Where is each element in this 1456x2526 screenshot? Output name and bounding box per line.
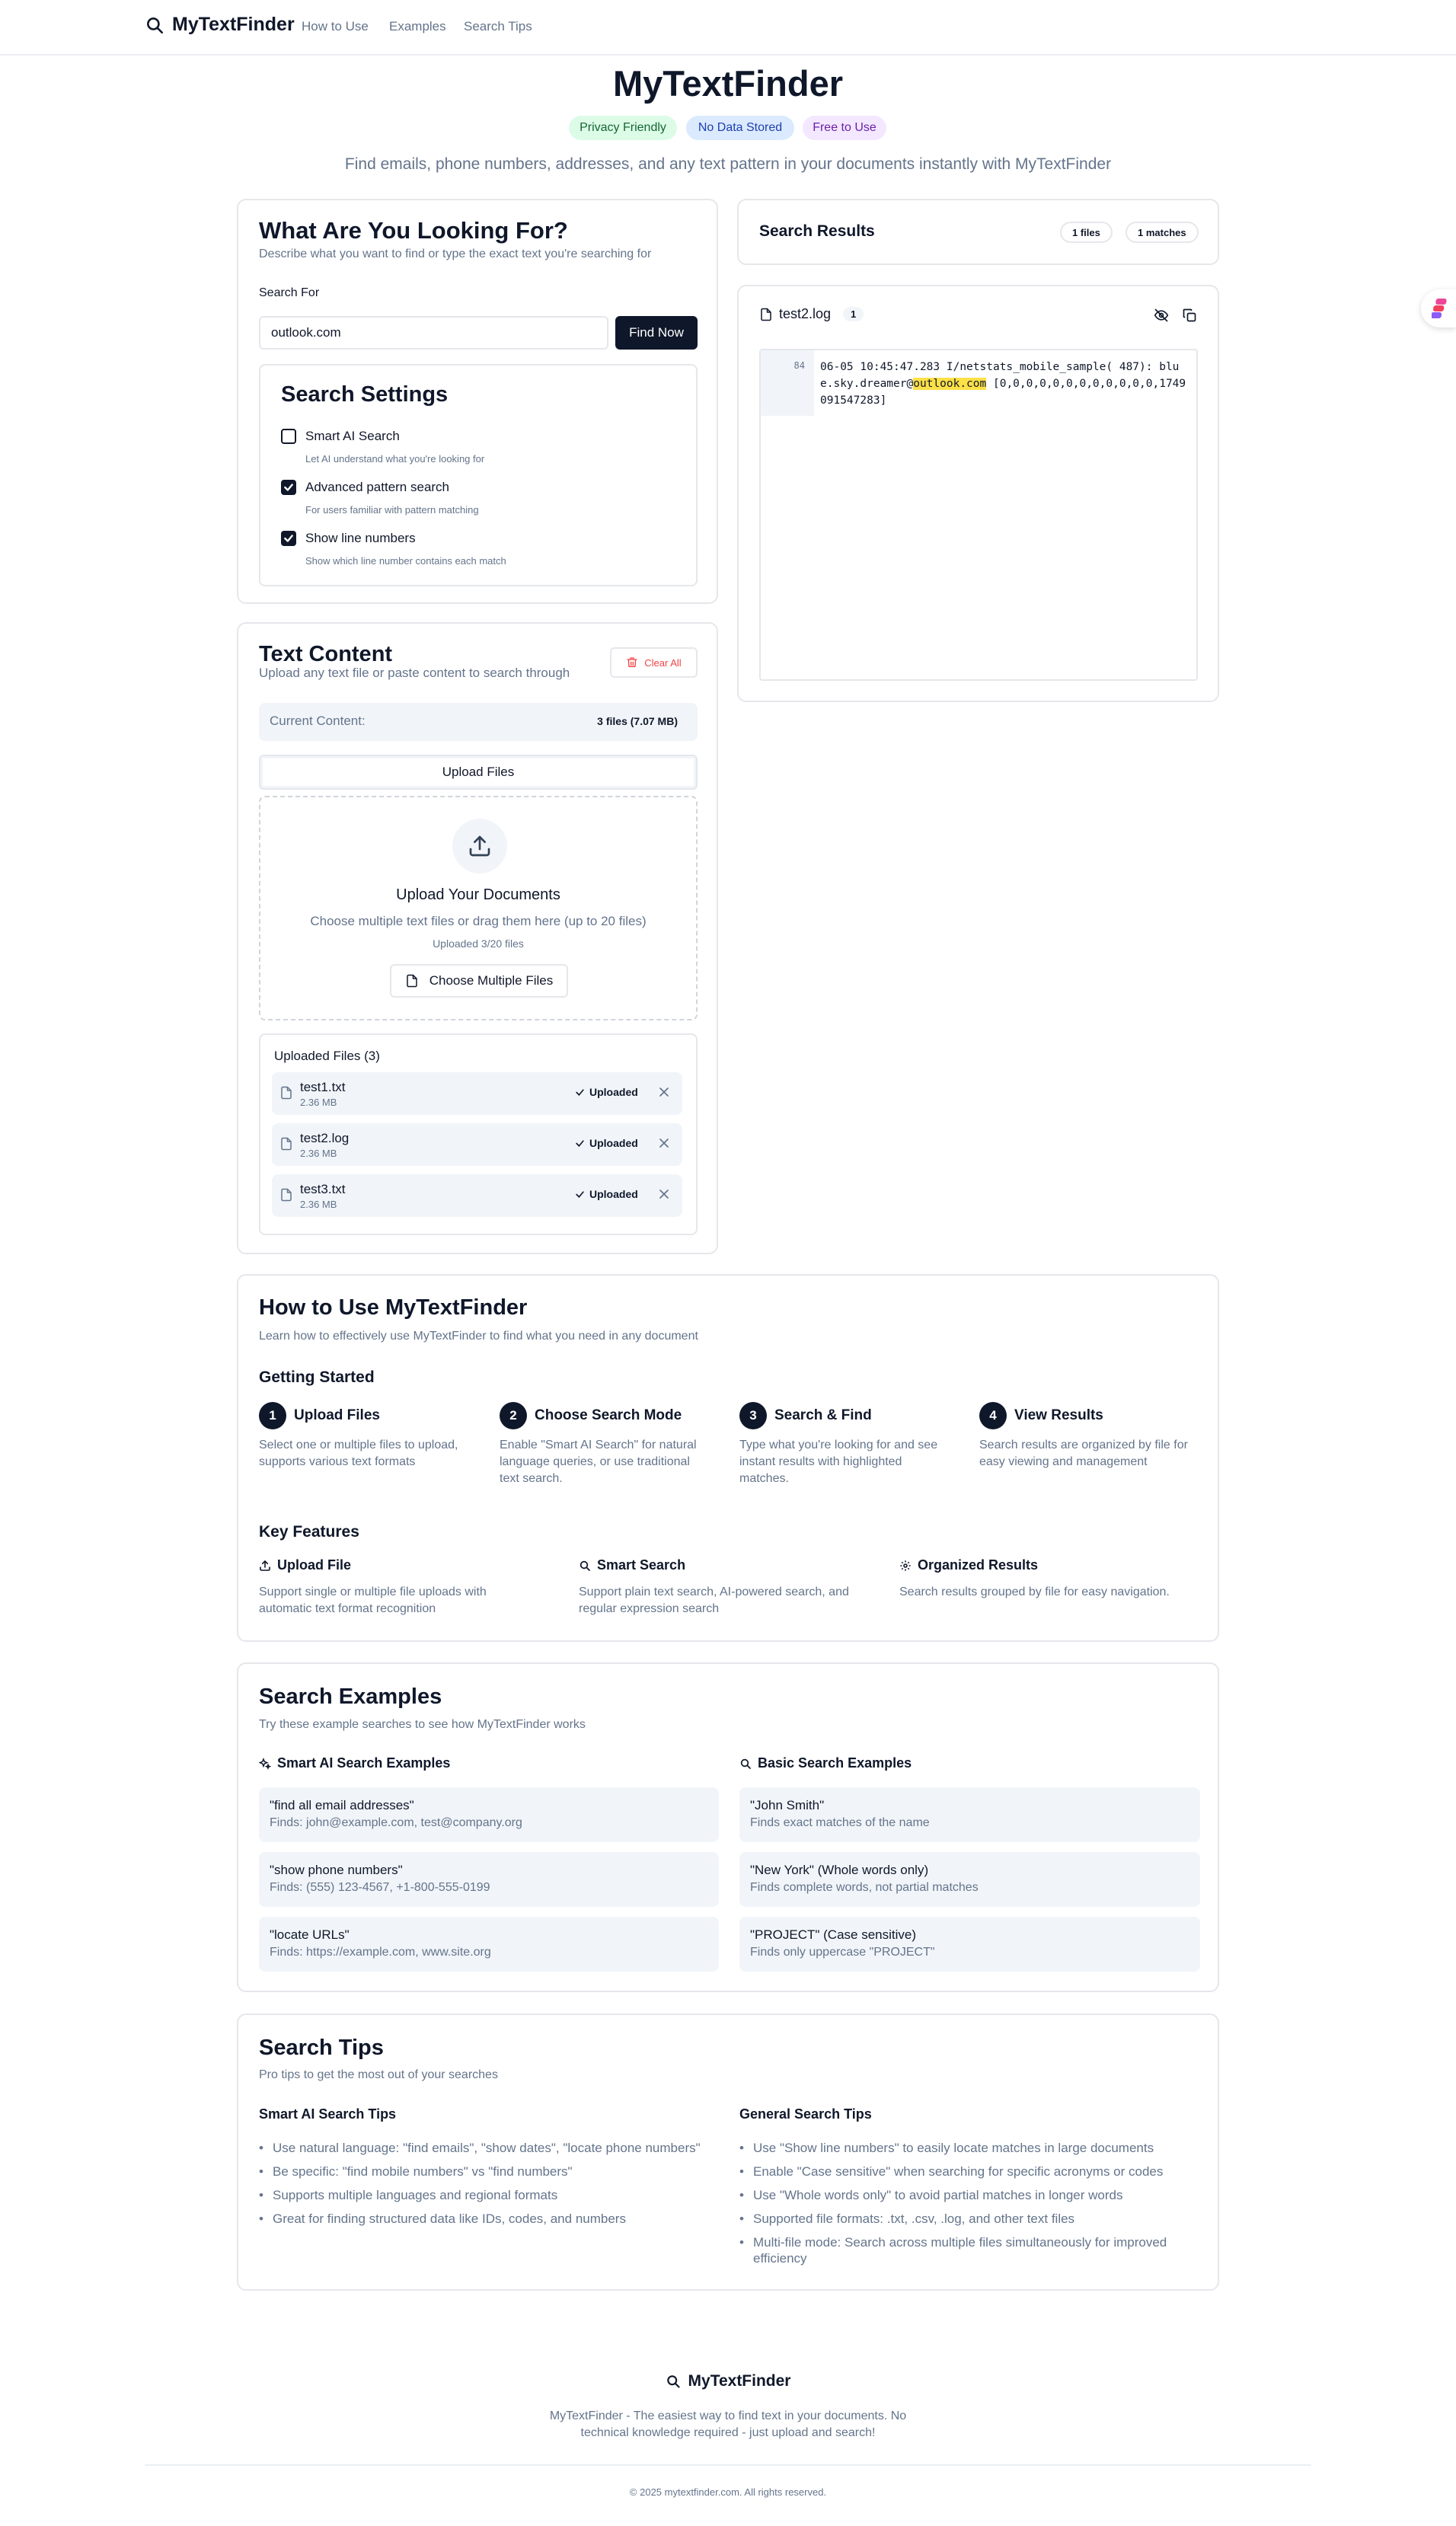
ai-tips-title: Smart AI Search Tips [259,2106,397,2122]
line-text-after: [0,0,0,0,0,0,0,0,0,0,0,0,1749091547283] [820,378,1186,407]
result-file-name: test2.log [779,306,832,321]
match-line [820,359,1189,409]
nav-link-examples[interactable]: Examples [389,19,446,34]
general-tips-list [739,2140,1200,2274]
tip-item: • Use natural language: "find emails", "show dates", "locate phone numbers" [259,2140,716,2156]
tip-item: • Great for finding structured data like IDs, codes, and numbers [259,2211,716,2227]
example-result: Finds exact matches of the name [750,1816,930,1829]
uploaded-files-title: Uploaded Files (3) [274,1049,380,1063]
basic-example[interactable] [739,1917,1200,1972]
remove-file-close-icon[interactable] [656,1186,672,1202]
example-query: "PROJECT" (Case sensitive) [750,1927,917,1942]
file-size: 2.36 MB [300,1097,337,1108]
tip-item: • Be specific: "find mobile numbers" vs "find numbers" [259,2164,716,2180]
tip-item: • Enable "Case sensitive" when searching for specific acronyms or codes [739,2164,1200,2180]
file-name: test2.log [300,1131,350,1145]
file-icon [279,1187,293,1202]
option-label: Show line numbers [305,531,416,545]
uploaded-file-row [272,1123,682,1166]
uploaded-file-row [272,1174,682,1217]
upload-icon [259,1560,271,1572]
file-size: 2.36 MB [300,1148,337,1159]
choose-button-label: Choose Multiple Files [429,973,554,988]
examples-description: Try these example searches to see how MyTextFinder works [259,1718,586,1731]
files-count-badge: 1 files [1060,222,1113,243]
basic-examples-heading [739,1755,912,1771]
tips-title: Search Tips [259,2036,384,2060]
hero-subtitle: Find emails, phone numbers, addresses, and any text pattern in your documents instantly with MyTextFinder [344,155,1112,173]
widget-logo-icon [1432,299,1450,318]
example-query: "locate URLs" [270,1927,350,1942]
text-content-description: Upload any text file or paste content to search through [259,666,570,680]
uploaded-file-row [272,1072,682,1115]
search-settings-title: Search Settings [281,382,449,407]
option-hint: Let AI understand what you're looking for [305,453,485,465]
example-query: "find all email addresses" [270,1798,414,1812]
sparkles-icon [259,1758,271,1770]
tip-item: • Use "Whole words only" to avoid partial matches in longer words [739,2187,1200,2203]
ai-tips-list [259,2140,716,2234]
step-description: Enable "Smart AI Search" for natural language queries, or use traditional text search. [500,1439,697,1485]
option-label: Advanced pattern search [305,480,450,494]
badge-no-data-stored: No Data Stored [686,116,794,140]
feature-title: Organized Results [918,1557,1039,1573]
feature-organized-results [899,1557,1204,1601]
how-to-use-section [237,1274,1219,1642]
step-title: Choose Search Mode [535,1407,682,1423]
option-label: Smart AI Search [305,429,400,443]
checkbox-smart-ai[interactable] [281,429,296,444]
dropzone-description: Choose multiple text files or drag them here (up to 20 files) [310,914,647,928]
step-number: 2 [500,1402,527,1429]
check-icon [575,1190,585,1199]
upload-dropzone[interactable] [259,796,698,1020]
result-code-view [759,349,1198,681]
search-results-header [737,199,1219,265]
gear-icon [899,1560,912,1572]
example-result: Finds: https://example.com, www.site.org [270,1946,491,1959]
file-name: test3.txt [300,1182,346,1196]
search-icon [145,15,164,35]
basic-examples-title: Basic Search Examples [758,1755,912,1771]
step-description: Search results are organized by file for easy viewing and management [979,1439,1188,1468]
file-icon [279,1085,293,1100]
check-icon [575,1087,585,1097]
example-result: Finds complete words, not partial matches [750,1881,979,1894]
feature-smart-search [579,1557,883,1617]
examples-title: Search Examples [259,1685,442,1709]
file-status [575,1137,638,1149]
option-smart-ai-search[interactable] [281,429,400,444]
example-result: Finds: (555) 123-4567, +1-800-555-0199 [270,1881,490,1894]
dropzone-title: Upload Your Documents [396,886,560,903]
line-number: 84 [793,360,805,371]
line-number-gutter [761,350,814,416]
footer-copyright: © 2025 mytextfinder.com. All rights reserved. [629,2486,827,2498]
current-content-label: Current Content: [270,714,366,728]
page-title: MyTextFinder [612,63,844,104]
clear-all-label: Clear All [644,656,682,669]
step-title: View Results [1014,1407,1103,1423]
eye-off-icon[interactable] [1154,308,1169,323]
how-to-description: Learn how to effectively use MyTextFinder to find what you need in any document [259,1330,698,1343]
checkbox-line-numbers[interactable] [281,531,296,546]
trash-icon [626,656,638,669]
feature-description: Support single or multiple file uploads with automatic text format recognition [259,1586,487,1615]
getting-started-title: Getting Started [259,1368,375,1386]
basic-example[interactable] [739,1787,1200,1842]
current-content-bar [259,703,698,741]
step-number: 1 [259,1402,286,1429]
tip-item: • Use "Show line numbers" to easily locate matches in large documents [739,2140,1200,2156]
file-icon [759,307,773,322]
example-query: "New York" (Whole words only) [750,1863,929,1877]
step-description: Type what you're looking for and see instant results with highlighted matches. [739,1439,938,1485]
step-description: Select one or multiple files to upload, supports various text formats [259,1439,458,1468]
nav-brand-text: MyTextFinder [172,14,295,35]
ai-examples-heading [259,1755,450,1771]
search-examples-section [237,1662,1219,1992]
find-now-button[interactable]: Find Now [615,316,698,350]
step-2 [500,1402,720,1487]
footer-brand [0,2372,1456,2390]
search-input[interactable] [259,316,608,350]
option-hint: Show which line number contains each match [305,555,506,567]
search-card [237,199,718,604]
line-text-before: 06-05 10:45:47.283 I/netstats_mobile_sample( 487): blue.sky.dreamer@ [820,361,1180,390]
matches-count-badge: 1 matches [1126,222,1199,243]
file-status-label: Uploaded [589,1137,638,1149]
nav-link-search-tips[interactable]: Search Tips [464,19,532,34]
how-to-title: How to Use MyTextFinder [259,1295,528,1320]
footer-tagline: MyTextFinder - The easiest way to find text in your documents. No technical knowledge required - just upload and search! [549,2409,907,2439]
ai-examples-title: Smart AI Search Examples [277,1755,451,1771]
ai-example[interactable] [259,1852,719,1907]
match-highlight: outlook.com [913,378,987,390]
option-show-line-numbers[interactable] [281,531,416,546]
checkbox-advanced-pattern[interactable] [281,480,296,495]
file-size: 2.36 MB [300,1199,337,1210]
top-nav [0,0,1456,56]
example-query: "show phone numbers" [270,1863,403,1877]
footer-brand-text: MyTextFinder [688,2372,791,2390]
remove-file-close-icon[interactable] [656,1135,672,1151]
search-card-description: Describe what you want to find or type the exact text you're searching for [259,247,652,260]
search-tips-section [237,2013,1219,2291]
search-icon [739,1758,752,1770]
badge-privacy-friendly: Privacy Friendly [569,116,677,140]
basic-example[interactable] [739,1852,1200,1907]
file-status-label: Uploaded [589,1188,638,1200]
key-features-title: Key Features [259,1523,359,1541]
nav-link-how-to-use[interactable]: How to Use [302,19,369,34]
tip-item: • Supported file formats: .txt, .csv, .log, and other text files [739,2211,1200,2227]
floating-widget[interactable] [1421,289,1456,327]
feature-upload-file [259,1557,564,1617]
footer-divider [145,2464,1311,2466]
file-name: test1.txt [300,1080,346,1094]
file-status [575,1086,638,1098]
tab-upload-files[interactable]: Upload Files [259,755,698,790]
feature-description: Search results grouped by file for easy navigation. [899,1586,1170,1598]
choose-multiple-files-button[interactable] [390,964,568,998]
step-number: 4 [979,1402,1007,1429]
step-title: Upload Files [294,1407,380,1423]
remove-file-close-icon[interactable] [656,1084,672,1100]
step-3 [739,1402,960,1487]
result-file-card [737,285,1219,702]
check-icon [575,1138,585,1148]
feature-title: Upload File [277,1557,352,1573]
file-status [575,1188,638,1200]
clear-all-button[interactable] [610,647,698,678]
ai-example[interactable] [259,1787,719,1842]
file-status-label: Uploaded [589,1086,638,1098]
file-icon [279,1136,293,1151]
result-file-header [759,306,864,322]
badge-free-to-use: Free to Use [803,116,886,140]
current-content-value: 3 files (7.07 MB) [597,715,678,727]
dropzone-count: Uploaded 3/20 files [433,937,524,950]
option-advanced-pattern[interactable] [281,480,449,495]
example-query: "John Smith" [750,1798,825,1812]
step-4 [979,1402,1200,1471]
nav-brand[interactable] [145,14,295,36]
search-icon [666,2374,681,2389]
general-tips-title: General Search Tips [739,2106,872,2122]
example-result: Finds only uppercase "PROJECT" [750,1946,935,1959]
example-result: Finds: john@example.com, test@company.org [270,1816,522,1829]
result-file-match-count: 1 [843,307,864,321]
option-hint: For users familiar with pattern matching [305,504,479,516]
tip-item: • Supports multiple languages and regional formats [259,2187,716,2203]
step-number: 3 [739,1402,767,1429]
search-icon [579,1560,591,1572]
copy-icon[interactable] [1182,308,1197,323]
file-icon [405,974,419,988]
step-1 [259,1402,480,1471]
tip-item: • Multi-file mode: Search across multiple files simultaneously for improved efficiency [739,2234,1200,2266]
search-card-title: What Are You Looking For? [259,217,568,244]
feature-title: Smart Search [597,1557,686,1573]
search-settings-panel [259,364,698,586]
upload-icon [452,819,507,873]
feature-description: Support plain text search, AI-powered search, and regular expression search [579,1586,849,1615]
ai-example[interactable] [259,1917,719,1972]
text-content-title: Text Content [259,642,393,666]
search-results-title: Search Results [759,222,875,240]
search-field-label: Search For [259,286,320,299]
step-title: Search & Find [774,1407,872,1423]
tips-description: Pro tips to get the most out of your searches [259,2068,498,2081]
